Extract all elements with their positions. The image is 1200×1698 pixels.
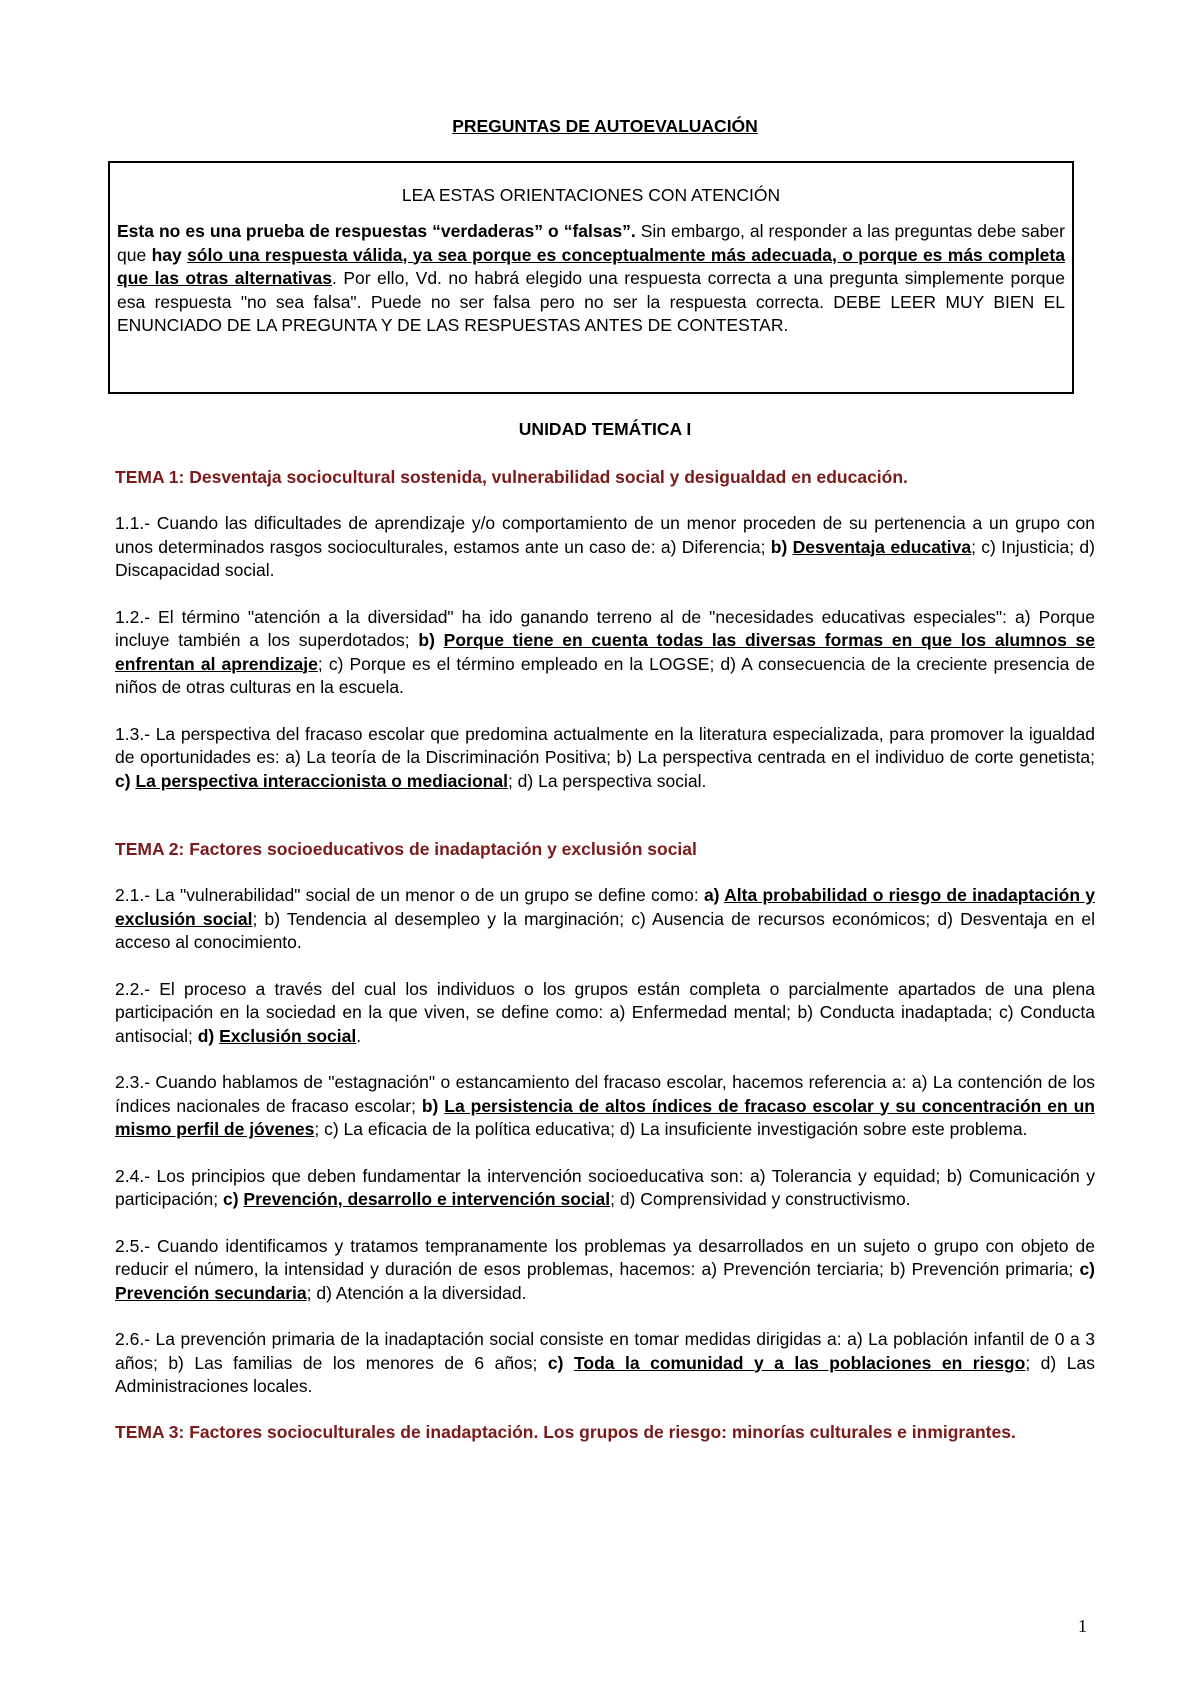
correct-answer: Toda la comunidad y a las poblaciones en riesgo (573, 1352, 1026, 1373)
question-text: 2.4.- Los principios que deben fundamentar la intervención socioeducativa son: a) Tolerancia y equidad; b) Comunicación y participación; (115, 1165, 1095, 1209)
question-text: ; d) Comprensividad y constructivismo. (610, 1189, 911, 1209)
question-text: ; b) Tendencia al desempleo y la marginación; c) Ausencia de recursos económicos; d) Desventaja en el acceso al conocimiento. (115, 908, 1095, 952)
question (115, 884, 1095, 955)
correct-answer: La perspectiva interaccionista o mediacional (135, 770, 508, 791)
question-text: 2.2.- El proceso a través del cual los individuos o los grupos están completa o parcialmente apartados de una plena participación en la sociedad en la que viven, se define como: a) Enfermedad mental; b) Conducta inadaptada; c) Conducta antisocial; (115, 978, 1095, 1046)
answer-letter: c) (222, 1189, 244, 1209)
instructions-text: Sin embargo, al responder a las preguntas debe saber que (117, 221, 1065, 265)
answer-letter: a) (703, 885, 725, 905)
page-number: 1 (1078, 1616, 1087, 1636)
question (115, 1235, 1095, 1306)
tema-heading: TEMA 1: Desventaja sociocultural sostenida, vulnerabilidad social y desigualdad en educación. (115, 467, 908, 487)
content (115, 465, 1095, 1444)
correct-answer: Exclusión social (219, 1025, 357, 1046)
correct-answer: Desventaja educativa (792, 536, 972, 557)
question-text: ; c) La eficacia de la política educativa; d) La insuficiente investigación sobre este problema. (314, 1119, 1028, 1139)
question-text: ; d) La perspectiva social. (507, 770, 707, 791)
answer-letter: c) (1079, 1259, 1095, 1279)
answer-letter: b) (421, 1095, 445, 1116)
instructions-body (117, 220, 1065, 338)
instructions-underlined: sólo una respuesta válida, ya sea porque es conceptualmente más adecuada, o porque es más completa que las otras alternativas (117, 244, 1065, 288)
question-text: 2.1.- La "vulnerabilidad" social de un menor o de un grupo se define como: (115, 885, 704, 905)
answer-letter: b) (770, 536, 793, 557)
question-text: 2.3.- Cuando hablamos de "estagnación" o estancamiento del fracaso escolar, hacemos referencia a: a) La contención de los índices nacionales de fracaso escolar; (115, 1072, 1095, 1116)
answer-letter: c) (115, 770, 136, 791)
question-text: ; c) Injusticia; d) Discapacidad social. (115, 536, 1095, 580)
tema-heading: TEMA 3: Factores socioculturales de inadaptación. Los grupos de riesgo: minorías culturales e inmigrantes. (115, 1421, 1016, 1442)
instructions-text-end: . Por ello, Vd. no habrá elegido una respuesta correcta a una pregunta simplemente porque esa respuesta "no sea falsa". Puede no ser falsa pero no ser la respuesta correcta. DEBE LEER MUY BIEN EL ENUNCIADO DE LA PREGUNTA Y DE LAS RESPUESTAS ANTES DE CONTESTAR. (117, 268, 1065, 335)
question-text: 1.2.- El término "atención a la diversidad" ha ido ganando terreno al de "necesidades educativas especiales": a) Porque incluye también a los superdotados; (115, 606, 1095, 650)
tema-heading: TEMA 2: Factores socioeducativos de inadaptación y exclusión social (115, 839, 697, 859)
question (115, 978, 1095, 1049)
correct-answer: Porque tiene en cuenta todas las diversas formas en que los alumnos se enfrentan al aprendizaje (115, 630, 1095, 674)
question-text: ; d) Atención a la diversidad. (306, 1282, 527, 1303)
correct-answer: Prevención, desarrollo e intervención social (243, 1189, 611, 1209)
correct-answer: Prevención secundaria (115, 1282, 307, 1303)
instructions-bold: hay (151, 244, 188, 265)
question-text: 1.1.- Cuando las dificultades de aprendizaje y/o comportamiento de un menor proceden de su pertenencia a un grupo con unos determinados rasgos socioculturales, estamos ante un caso de: a) Diferencia; (115, 513, 1095, 557)
instructions-box (108, 161, 1074, 394)
instructions-bold-intro: Esta no es una prueba de respuestas “verdaderas” o “falsas”. (117, 221, 636, 241)
question-text: . (356, 1025, 362, 1046)
question-text: 2.5.- Cuando identificamos y tratamos tempranamente los problemas ya desarrollados en un sujeto o grupo con objeto de reducir el número, la intensidad y duración de esos problemas, hacemos: a) Prevención terciaria; b) Prevención primaria; (115, 1235, 1095, 1279)
question (115, 1165, 1095, 1212)
question (115, 1071, 1095, 1142)
question-text: ; c) Porque es el término empleado en la LOGSE; d) A consecuencia de la creciente presencia de niños de otras culturas en la escuela. (115, 653, 1095, 697)
question-text: ; d) Las Administraciones locales. (115, 1352, 1095, 1396)
question (115, 512, 1095, 583)
question (115, 606, 1095, 700)
answer-letter: b) (418, 630, 444, 650)
answer-letter: c) (547, 1352, 574, 1373)
question (115, 723, 1095, 794)
correct-answer: La persistencia de altos índices de fracaso escolar y su concentración en un mismo perfil de jóvenes (115, 1095, 1095, 1139)
correct-answer: Alta probabilidad o riesgo de inadaptación y exclusión social (115, 885, 1095, 929)
question-text: 1.3.- La perspectiva del fracaso escolar que predomina actualmente en la literatura especializada, para promover la igualdad de oportunidades es: a) La teoría de la Discriminación Positiva; b) La perspectiva centrada en el individuo de corte genetista; (115, 723, 1095, 767)
instructions-heading: LEA ESTAS ORIENTACIONES CON ATENCIÓN (401, 185, 781, 205)
unit-heading: UNIDAD TEMÁTICA I (518, 419, 692, 439)
question-text: 2.6.- La prevención primaria de la inadaptación social consiste en tomar medidas dirigidas a: a) La población infantil de 0 a 3 años; b) Las familias de los menores de 6 años; (115, 1329, 1095, 1373)
document-title: PREGUNTAS DE AUTOEVALUACIÓN (452, 116, 758, 136)
question (115, 1328, 1095, 1399)
answer-letter: d) (197, 1025, 220, 1046)
